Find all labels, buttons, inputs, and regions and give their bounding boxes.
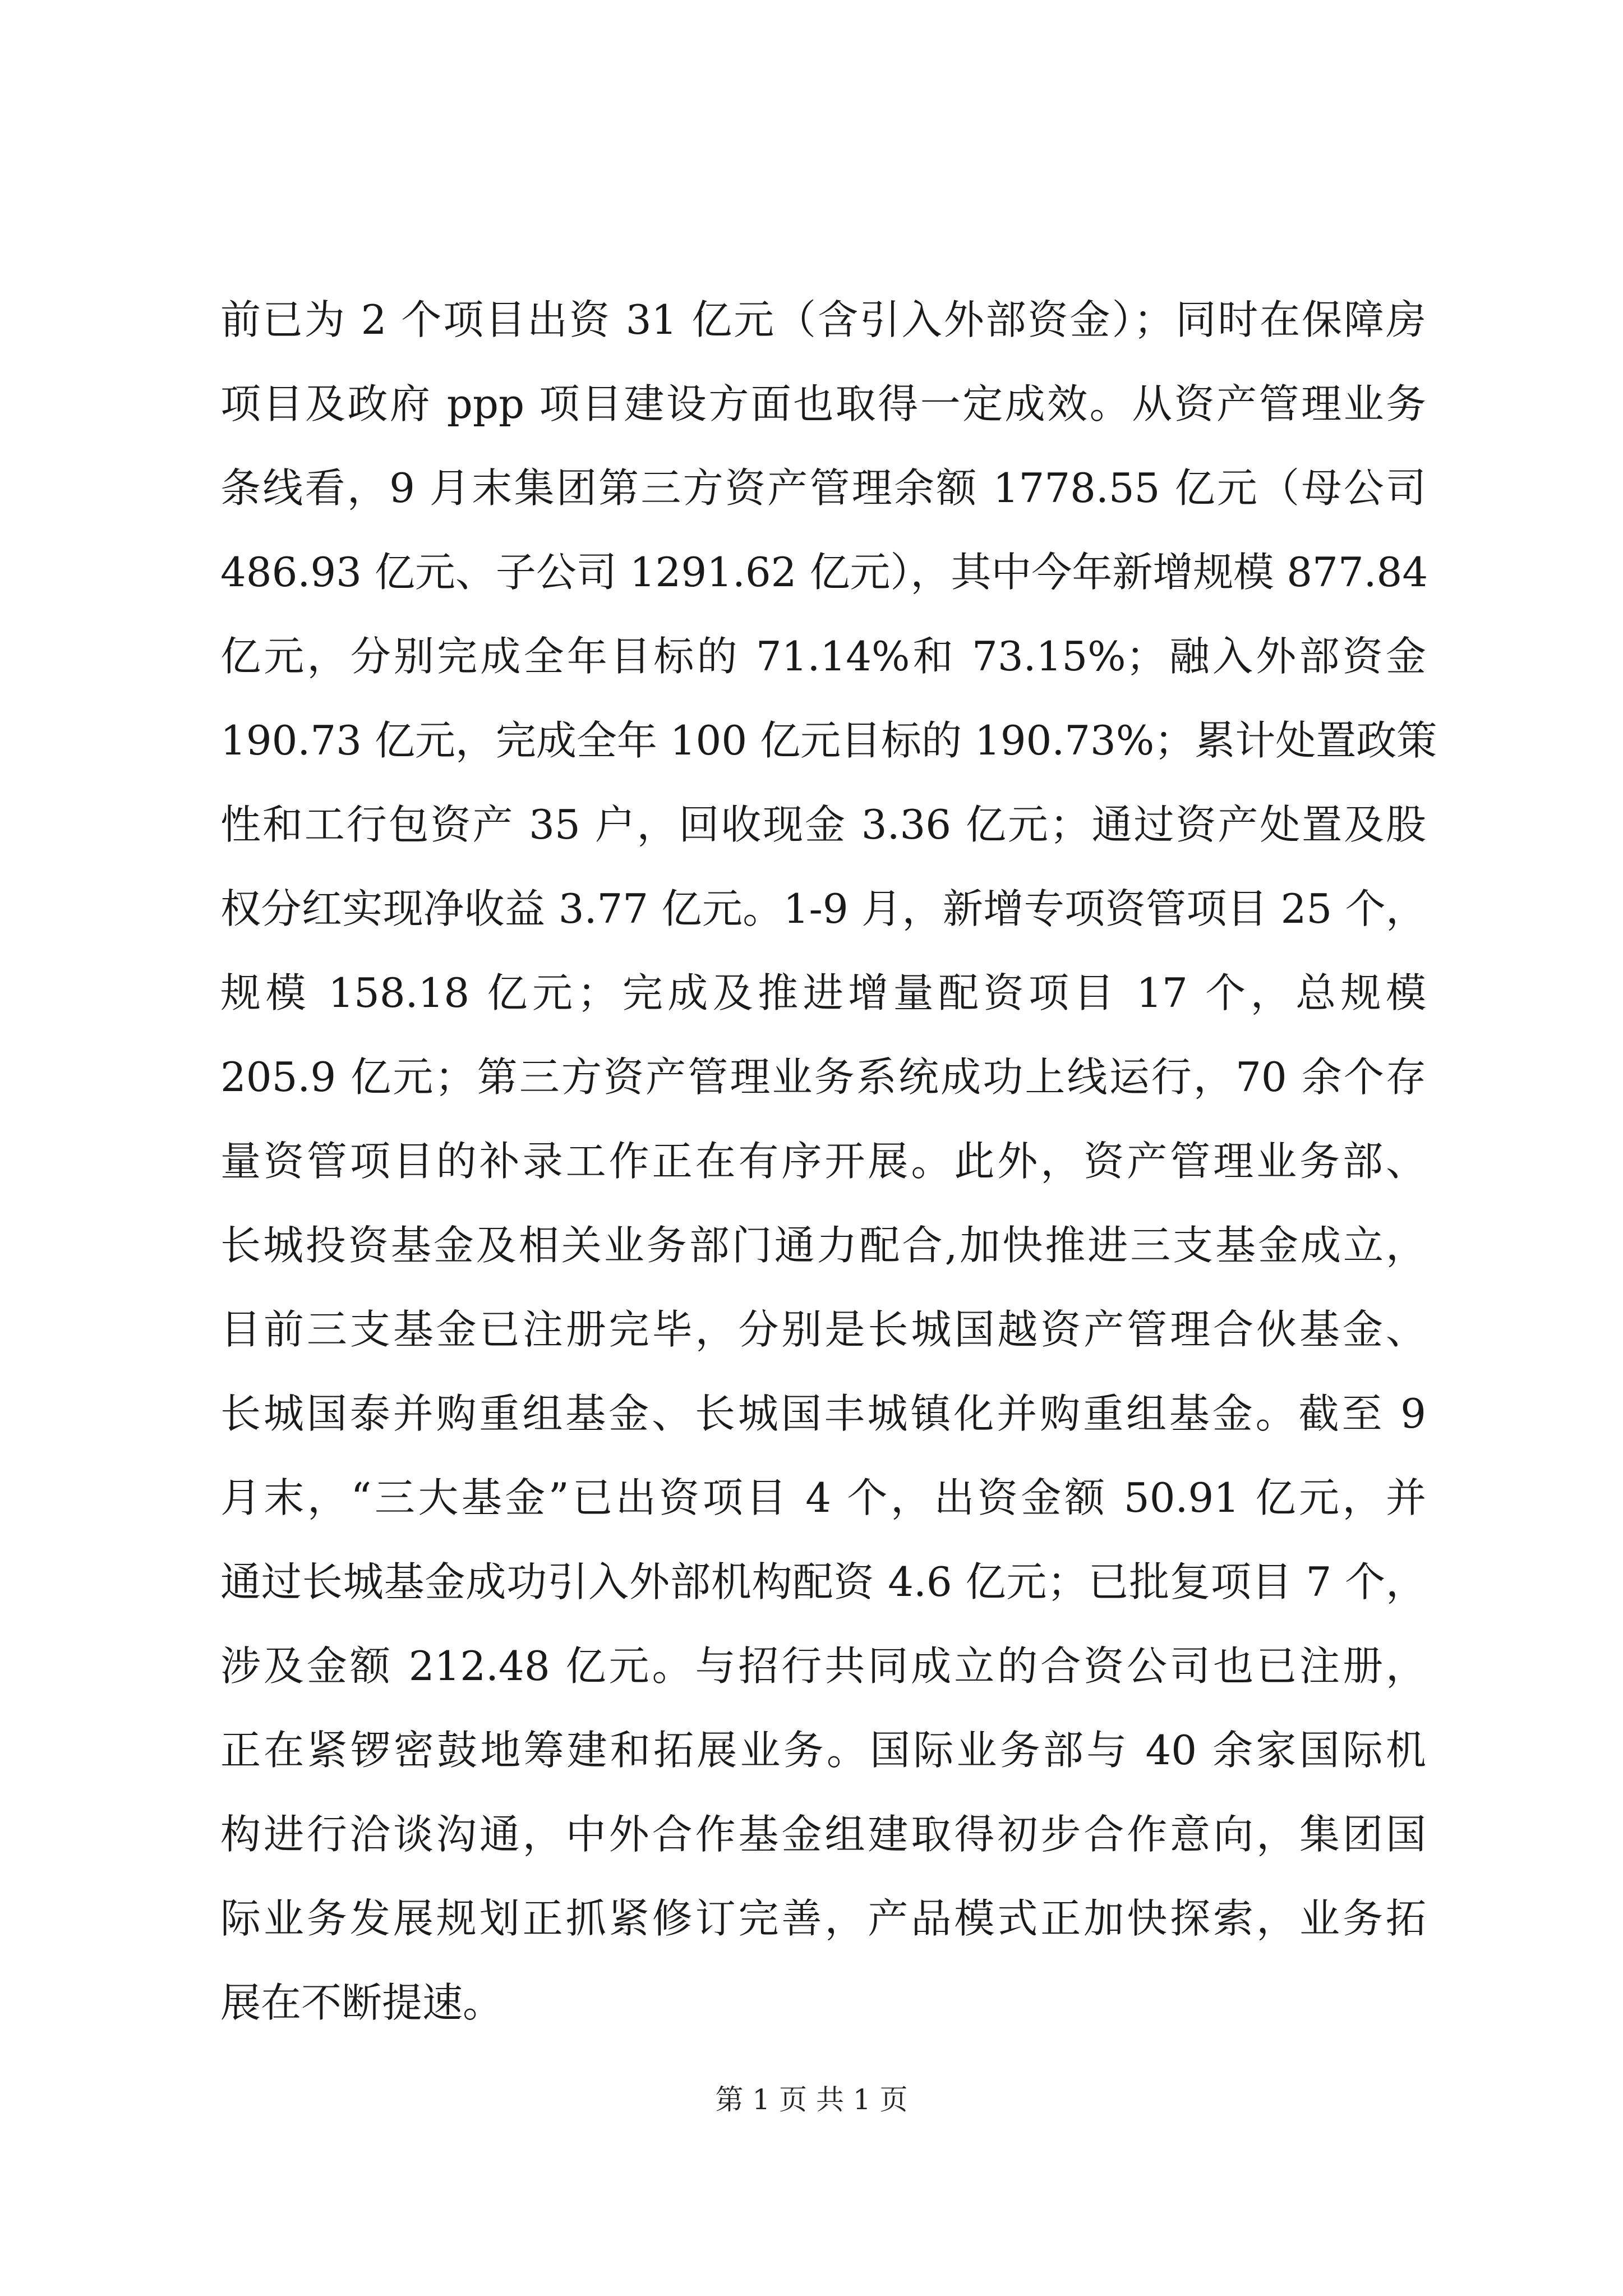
text-line: 月末，“三大基金”已出资项目 4 个，出资金额 50.91 亿元，并 — [220, 1474, 1426, 1521]
text-line: 目前三支基金已注册完毕，分别是长城国越资产管理合伙基金、 — [220, 1306, 1426, 1353]
text-line: 权分红实现净收益 3.77 亿元。1-9 月，新增专项资管项目 25 个， — [220, 885, 1426, 932]
text-line: 际业务发展规划正抓紧修订完善，产品模式正加快探索，业务拓 — [220, 1895, 1426, 1942]
text-line: 486.93 亿元、子公司 1291.62 亿元），其中今年新增规模 877.84 — [220, 549, 1428, 596]
page-footer: 第 1 页 共 1 页 — [715, 2083, 908, 2116]
text-line: 涉及金额 212.48 亿元。与招行共同成立的合资公司也已注册， — [220, 1642, 1426, 1690]
text-line: 190.73 亿元，完成全年 100 亿元目标的 190.73%；累计处置政策 — [220, 717, 1437, 764]
text-line: 亿元，分别完成全年目标的 71.14%和 73.15%；融入外部资金 — [220, 633, 1426, 680]
text-line: 构进行洽谈沟通，中外合作基金组建取得初步合作意向，集团国 — [220, 1811, 1426, 1858]
text-line: 量资管项目的补录工作正在有序开展。此外，资产管理业务部、 — [220, 1138, 1426, 1185]
text-line: 205.9 亿元；第三方资产管理业务系统成功上线运行，70 余个存 — [220, 1053, 1426, 1101]
text-line: 条线看，9 月末集团第三方资产管理余额 1778.55 亿元（母公司 — [220, 464, 1426, 512]
text-line: 规模 158.18 亿元；完成及推进增量配资项目 17 个，总规模 — [220, 969, 1426, 1016]
text-line: 长城投资基金及相关业务部门通力配合,加快推进三支基金成立， — [220, 1222, 1426, 1269]
text-line: 项目及政府 ppp 项目建设方面也取得一定成效。从资产管理业务 — [220, 380, 1426, 427]
text-line: 前已为 2 个项目出资 31 亿元（含引入外部资金）；同时在保障房 — [220, 296, 1426, 343]
text-line: 性和工行包资产 35 户，回收现金 3.36 亿元；通过资产处置及股 — [220, 801, 1426, 848]
text-line: 展在不断提速。 — [220, 1979, 504, 2026]
text-line: 正在紧锣密鼓地筹建和拓展业务。国际业务部与 40 余家国际机 — [220, 1727, 1426, 1774]
text-line: 长城国泰并购重组基金、长城国丰城镇化并购重组基金。截至 9 — [220, 1390, 1426, 1437]
text-line: 通过长城基金成功引入外部机构配资 4.6 亿元；已批复项目 7 个， — [220, 1558, 1426, 1605]
